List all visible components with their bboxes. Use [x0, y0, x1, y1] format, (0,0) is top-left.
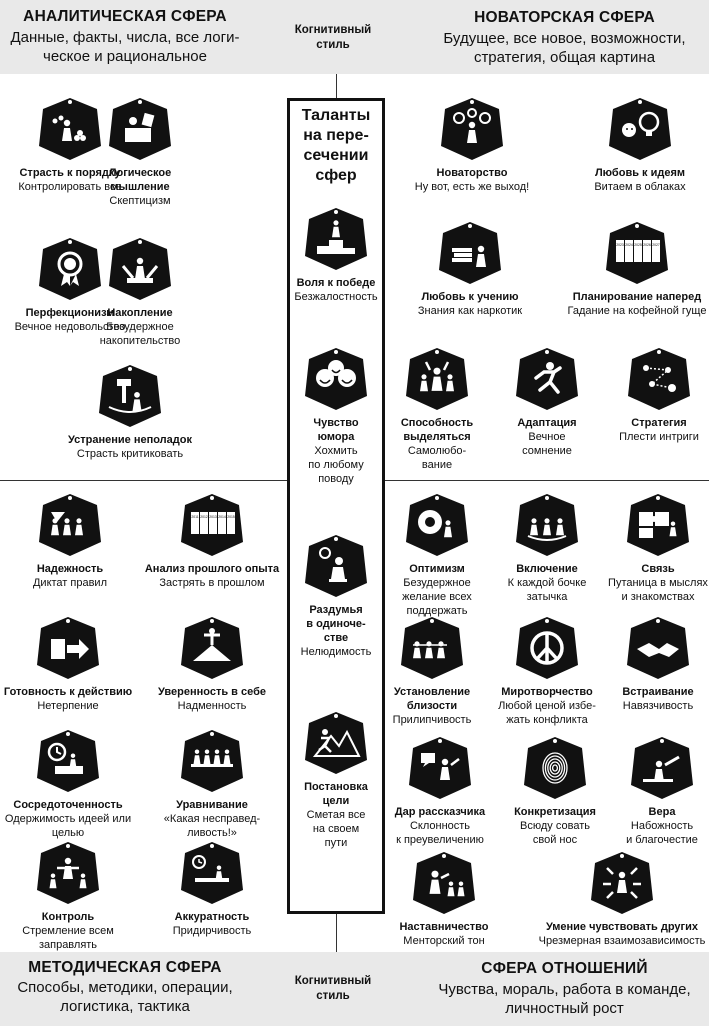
talent-weakness: Безжалостность: [294, 291, 378, 303]
methodical-sphere-title: МЕТОДИЧЕСКАЯ СФЕРА: [28, 959, 222, 976]
talent-weakness: Придирчивость: [172, 925, 252, 937]
talent-name: Вера: [648, 806, 676, 818]
talent-text: [382, 562, 492, 618]
talent-name: Любовь к учению: [421, 291, 519, 303]
cognitive-style-top: Когнитивный стиль: [294, 24, 372, 51]
talent-name: Дар рассказчика: [394, 806, 486, 818]
talent-weakness: Ну вот, есть же выход!: [414, 181, 530, 193]
talent-name: Контроль: [41, 911, 95, 923]
svg-text:2015: 2015: [227, 515, 235, 519]
svg-text:2023: 2023: [616, 243, 624, 247]
talent-weakness: Витаем в облаках: [594, 181, 686, 193]
talent-name: Готовность к действию: [3, 686, 133, 698]
talent-weakness: Навязчивость: [622, 700, 694, 712]
talent-weakness: К каждой бочке затычка: [507, 577, 587, 603]
talent-weakness: Набожность и благочестие: [626, 820, 698, 846]
talent-name: Перфекционизм: [25, 307, 115, 319]
talent-text: [492, 562, 602, 604]
talent-weakness: Вечное недовольство: [14, 321, 126, 333]
balance-icon: [179, 728, 245, 794]
talent-name: Воля к победе: [296, 277, 376, 289]
talent-name: Аккуратность: [174, 911, 250, 923]
group-icon: [514, 492, 580, 558]
peace-icon: [514, 615, 580, 681]
network-icon: [626, 346, 692, 412]
talent-weakness: Надменность: [177, 700, 247, 712]
talent-text: [377, 685, 487, 727]
talent-name: Новаторство: [436, 167, 508, 179]
talent-weakness: «Какая несправед- ливость!»: [163, 813, 261, 839]
talent-weakness: Гадание на кофейной гуще: [567, 305, 707, 317]
stacking-icon: [37, 96, 103, 162]
talent-text: [492, 416, 602, 458]
friends-icon: [399, 615, 465, 681]
talent-name: Включение: [516, 563, 578, 575]
svg-text:2025: 2025: [634, 243, 642, 247]
running-icon: [514, 346, 580, 412]
talent-text: [607, 805, 709, 847]
talent-text: [70, 306, 210, 348]
arrow-icon: [35, 615, 101, 681]
talent-text: [487, 685, 607, 727]
talent-name: Раздумья в одиноче- стве: [306, 604, 366, 644]
talent-name: Оптимизм: [409, 563, 465, 575]
talent-text: [137, 685, 287, 713]
mentor-icon: [411, 850, 477, 916]
talent-name: Постановка цели: [304, 781, 368, 807]
talent-text: [70, 166, 210, 208]
hammer-icon: [97, 363, 163, 429]
summit-icon: [179, 615, 245, 681]
talent-name: Адаптация: [517, 417, 577, 429]
talent-weakness: Менторский тон: [403, 935, 485, 947]
talent-text: [0, 685, 143, 713]
talent-name: Уравнивание: [176, 799, 248, 811]
talent-text: [291, 416, 381, 486]
talent-text: [30, 433, 230, 461]
intersection-title: Таланты на пере- сечении сфер: [301, 107, 371, 184]
axis-line-top: [336, 74, 337, 98]
talent-name: Встраивание: [622, 686, 694, 698]
reading-icon: [107, 96, 173, 162]
talent-weakness: Чрезмерная взаимозависимость: [538, 935, 706, 947]
talent-weakness: Застрять в прошлом: [159, 577, 265, 589]
talent-name: Любовь к идеям: [594, 167, 686, 179]
puzzle-icon: [625, 492, 691, 558]
talent-text: [570, 166, 709, 194]
sun-icon: [404, 492, 470, 558]
relations-sphere-desc: Чувства, мораль, работа в команде, личностный рост: [438, 981, 691, 1017]
axis-line-right: [385, 480, 709, 481]
talent-name: Миротворчество: [501, 686, 593, 698]
mountain-runner-icon: [303, 710, 369, 776]
talent-text: [0, 798, 143, 840]
talent-text: [291, 780, 381, 850]
talent-text: [142, 910, 282, 938]
svg-text:2013: 2013: [209, 515, 217, 519]
talent-text: [395, 290, 545, 318]
talent-name: Устранение неполадок: [68, 434, 192, 446]
fingerprint-icon: [522, 735, 588, 801]
talent-weakness: Вечное сомнение: [522, 431, 572, 457]
collector-icon: [107, 236, 173, 302]
talent-text: [603, 562, 709, 604]
talent-name: Накопление: [107, 307, 173, 319]
talent-text: [603, 685, 709, 713]
empathy-icon: [589, 850, 655, 916]
desk-icon: [179, 840, 245, 906]
talent-name: Связь: [641, 563, 675, 575]
axis-line-bottom: [336, 914, 337, 952]
talent-text: [142, 798, 282, 840]
relations-sphere-title: СФЕРА ОТНОШЕНИЙ: [481, 960, 648, 977]
talent-name: Установление близости: [393, 686, 471, 712]
talent-text: [291, 276, 381, 304]
svg-text:2014: 2014: [218, 515, 226, 519]
talent-name: Способность выделяться: [400, 417, 474, 443]
talent-text: [291, 603, 381, 659]
talent-name: Надежность: [36, 563, 104, 575]
analytic-sphere-title: АНАЛИТИЧЕСКАЯ СФЕРА: [23, 8, 227, 25]
talent-weakness: Безудержное накопительство: [99, 321, 181, 347]
svg-text:2011: 2011: [191, 515, 199, 519]
bulbs-icon: [439, 96, 505, 162]
talent-weakness: Страсть критиковать: [76, 448, 184, 460]
calendar-icon: [179, 492, 245, 558]
talent-weakness: Диктат правил: [32, 577, 107, 589]
talent-weakness: Самолюбо- вание: [407, 445, 467, 471]
talent-name: Логическое мышление: [108, 167, 172, 193]
podium-icon: [303, 206, 369, 272]
medal-icon: [37, 236, 103, 302]
talent-text: [0, 910, 138, 952]
talent-weakness: Сметая все на своем пути: [306, 809, 366, 849]
talent-name: Анализ прошлого опыта: [144, 563, 280, 575]
talent-text: [384, 920, 504, 948]
talent-name: Умение чувствовать других: [545, 921, 699, 933]
talent-weakness: Знания как наркотик: [417, 305, 523, 317]
storyteller-icon: [407, 735, 473, 801]
talent-name: Стратегия: [631, 417, 687, 429]
talent-name: Чувство юмора: [313, 417, 359, 443]
smiley-faces-icon: [303, 346, 369, 412]
svg-text:2024: 2024: [625, 243, 633, 247]
talent-weakness: Всюду совать свой нос: [520, 820, 590, 846]
talent-name: Наставничество: [399, 921, 489, 933]
talent-text: [557, 290, 709, 318]
talent-name: Конкретизация: [514, 806, 596, 818]
svg-text:2026: 2026: [643, 243, 651, 247]
talent-weakness: Контролировать все: [18, 181, 122, 193]
talent-weakness: Любой ценой избе- жать конфликта: [498, 700, 596, 726]
talent-weakness: Плести интриги: [619, 431, 699, 443]
thinker-icon: [303, 533, 369, 599]
talent-weakness: Нетерпение: [37, 700, 99, 712]
svg-text:2012: 2012: [200, 515, 208, 519]
calendar-icon: [604, 220, 670, 286]
talent-weakness: Безудержное желание всех поддержать: [402, 577, 472, 617]
analytic-sphere-desc: Данные, факты, числа, все логи- ческое и рациональное: [10, 29, 240, 65]
talent-text: [382, 416, 492, 472]
talent-text: [604, 416, 709, 444]
clock-icon: [35, 728, 101, 794]
svg-text:2027: 2027: [652, 243, 660, 247]
methodical-sphere-desc: Способы, методики, операции, логистика, тактика: [17, 979, 233, 1015]
handshake-icon: [625, 615, 691, 681]
innovative-sphere-title: НОВАТОРСКАЯ СФЕРА: [474, 9, 655, 26]
crowd-icon: [404, 346, 470, 412]
talent-weakness: Одержимость идеей или целью: [4, 813, 132, 839]
talent-weakness: Нелюдимость: [300, 646, 372, 658]
talent-text: [0, 562, 140, 590]
talent-name: Сосредоточенность: [13, 799, 123, 811]
talent-name: Страсть к порядку: [19, 167, 121, 179]
talent-name: Планирование наперед: [572, 291, 702, 303]
talent-weakness: Путаница в мыслях и знакомствах: [608, 577, 708, 603]
talent-text: [402, 166, 542, 194]
faith-icon: [629, 735, 695, 801]
axis-line-left: [0, 480, 287, 481]
leader-icon: [35, 840, 101, 906]
books-icon: [437, 220, 503, 286]
talent-weakness: Прилипчивость: [392, 714, 472, 726]
talent-name: Уверенность в себе: [157, 686, 266, 698]
cognitive-style-bottom: Когнитивный стиль: [294, 975, 372, 1002]
talent-weakness: Стремление всем заправлять: [22, 925, 114, 951]
innovative-sphere-desc: Будущее, все новое, возможности, стратегия, общая картина: [443, 30, 686, 66]
idea-icon: [607, 96, 673, 162]
team-icon: [37, 492, 103, 558]
talent-text: [500, 805, 610, 847]
talent-text: [532, 920, 709, 948]
talent-weakness: Скептицизм: [109, 195, 171, 207]
talent-weakness: Склонность к преувеличению: [396, 820, 484, 846]
talent-text: [380, 805, 500, 847]
talent-weakness: Хохмить по любому поводу: [308, 445, 364, 485]
talent-text: [137, 562, 287, 590]
